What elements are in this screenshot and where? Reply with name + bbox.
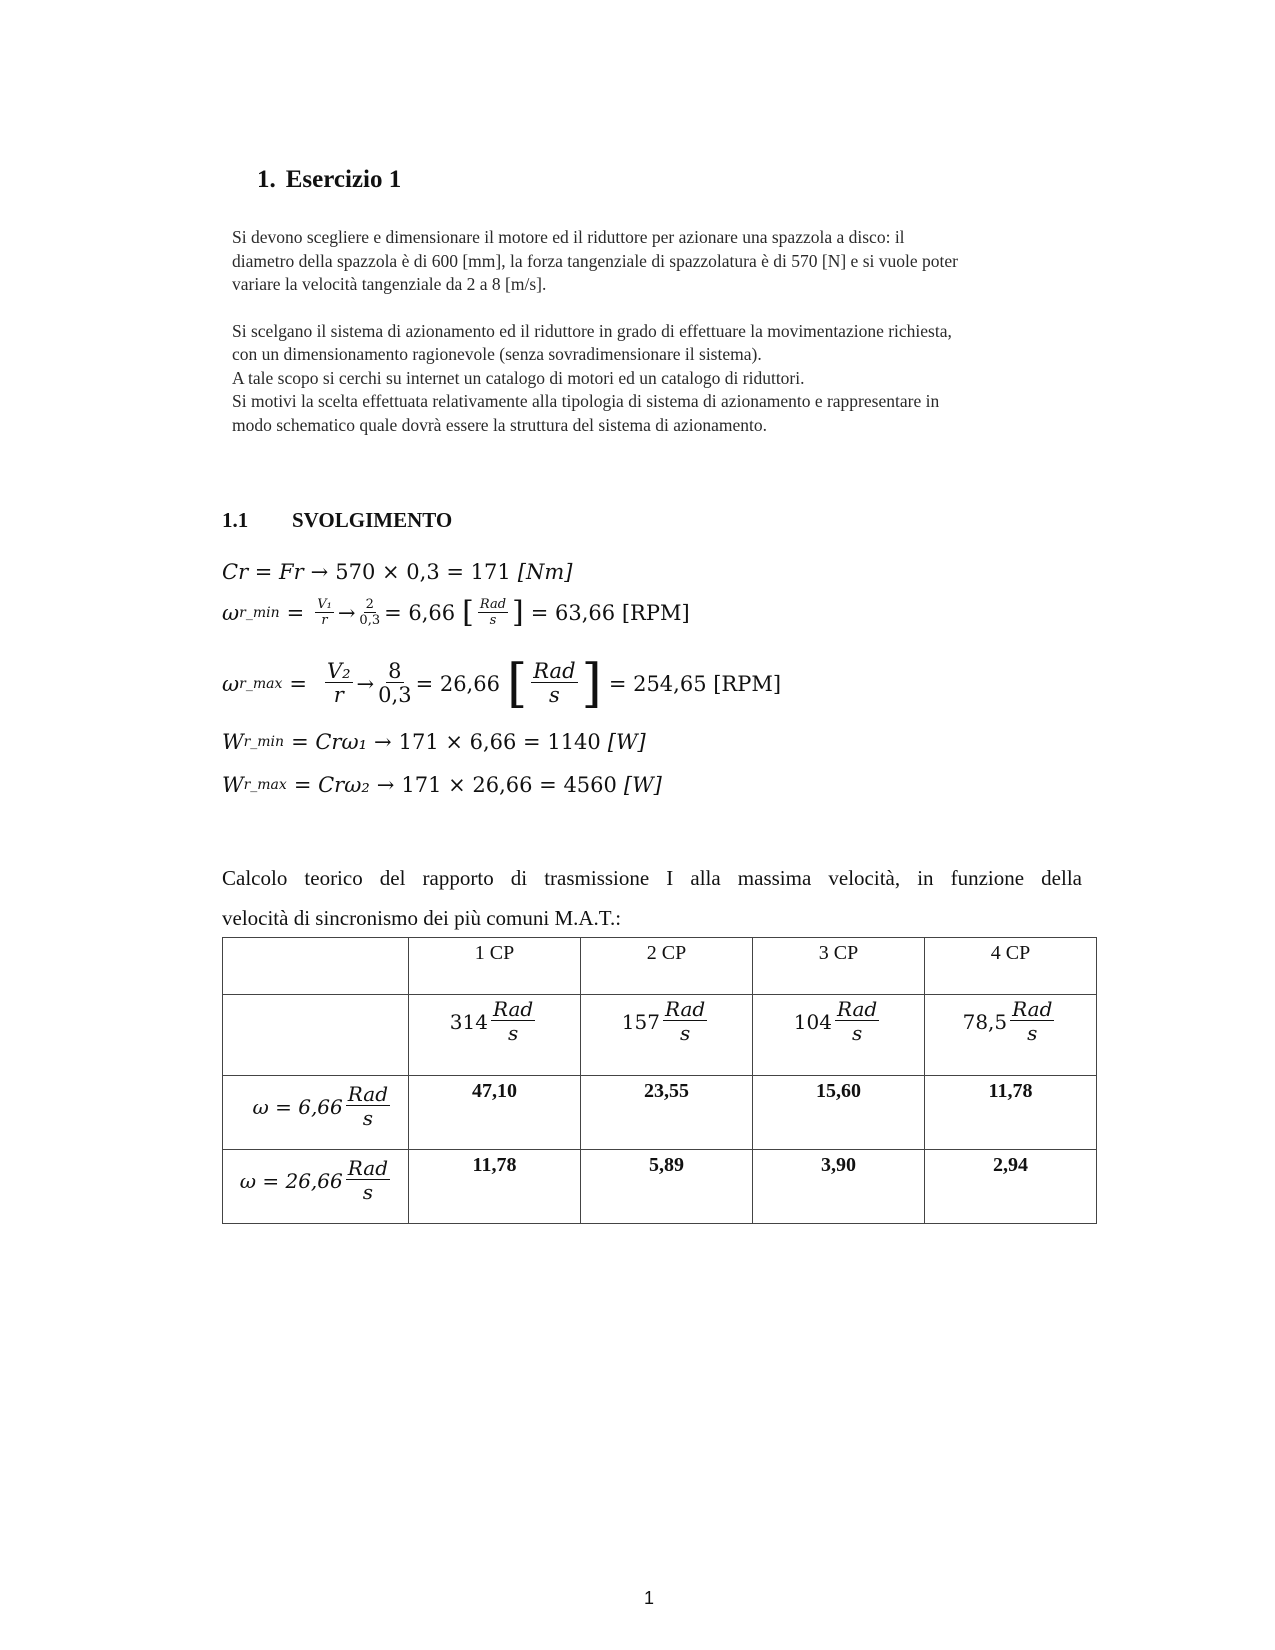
section-heading bbox=[222, 508, 452, 533]
sync-speed-cell bbox=[925, 995, 1097, 1076]
denominator: s bbox=[1027, 1021, 1038, 1045]
problem-line: Si scelgano il sistema di azionamento ed il riduttore in grado di effettuare la movimentazione richiesta, bbox=[232, 320, 952, 341]
bracket-open: [ bbox=[462, 595, 474, 630]
denominator: s bbox=[362, 1106, 373, 1130]
ratio-value: 11,78 bbox=[988, 1080, 1033, 1102]
denominator: r bbox=[321, 612, 328, 628]
empty-cell bbox=[223, 995, 409, 1076]
unit-fraction bbox=[478, 598, 508, 628]
bracket-open: [ bbox=[506, 654, 528, 714]
arrow: → bbox=[376, 773, 395, 797]
row-label-cell bbox=[223, 1150, 409, 1224]
paragraph-line-1: Calcolo teorico del rapporto di trasmissione I alla massima velocità, in funzione della bbox=[222, 866, 1082, 890]
problem-statement bbox=[232, 226, 1112, 460]
eq-unit: [Nm] bbox=[517, 560, 573, 584]
eq-result: = 6,66 bbox=[384, 601, 456, 625]
section-number: 1.1 bbox=[222, 508, 249, 532]
denominator: s bbox=[679, 1021, 691, 1045]
problem-line: con un dimensionamento ragionevole (senza sovradimensionare il sistema). bbox=[232, 344, 762, 364]
sync-speed-value: 104 bbox=[793, 1009, 832, 1034]
arrow: → bbox=[356, 672, 375, 696]
bracket-close: ] bbox=[512, 595, 524, 630]
arrow: → bbox=[373, 730, 392, 754]
ratio-cell bbox=[409, 1150, 581, 1224]
fraction-v1-over-r bbox=[315, 598, 334, 628]
eq-lhs: Cr = Fr bbox=[222, 560, 304, 584]
numerator: 2 bbox=[365, 597, 374, 613]
chapter-title: Esercizio 1 bbox=[285, 166, 402, 193]
transmission-ratio-paragraph bbox=[222, 858, 1082, 938]
denominator: s bbox=[489, 612, 497, 628]
denominator: s bbox=[548, 683, 560, 708]
equation-torque bbox=[222, 560, 572, 584]
chapter-heading bbox=[257, 166, 401, 194]
table-header-row bbox=[223, 938, 1097, 995]
eq-rpm: = 63,66 [RPM] bbox=[530, 601, 690, 625]
column-header: 4 CP bbox=[925, 938, 1097, 995]
ratio-cell bbox=[581, 1076, 753, 1150]
equation-power-max bbox=[222, 773, 662, 797]
paragraph-line-2: velocità di sincronismo dei più comuni M.A.T.: bbox=[222, 906, 622, 930]
row-label: ω = 26,66 bbox=[239, 1168, 343, 1193]
ratio-value: 5,89 bbox=[649, 1154, 684, 1176]
ratio-cell bbox=[409, 1076, 581, 1150]
equation-power-min bbox=[222, 730, 646, 754]
denominator: s bbox=[362, 1180, 373, 1204]
eq-result: = 26,66 bbox=[415, 672, 500, 696]
page-number: 1 bbox=[644, 1588, 655, 1608]
numerator: V₂ bbox=[326, 659, 351, 684]
bracket-close: ] bbox=[581, 654, 602, 714]
eq-calc: 171 × 26,66 = 4560 bbox=[401, 773, 617, 797]
table-row bbox=[223, 1150, 1097, 1224]
denominator: s bbox=[851, 1021, 863, 1045]
numerator: Rad bbox=[347, 1156, 388, 1180]
denominator: r bbox=[333, 683, 344, 708]
power-symbol: W bbox=[222, 773, 244, 797]
numerator: V₁ bbox=[317, 597, 332, 613]
ratio-cell bbox=[753, 1150, 925, 1224]
eq-rhs: = Crω₂ bbox=[293, 773, 370, 797]
omega-symbol: ω bbox=[222, 672, 240, 696]
eq-unit: [W] bbox=[607, 730, 646, 754]
sync-speed-cell bbox=[581, 995, 753, 1076]
power-symbol: W bbox=[222, 730, 244, 754]
numerator: Rad bbox=[1012, 997, 1053, 1021]
equation-omega-min bbox=[222, 595, 690, 630]
problem-line: Si devono scegliere e dimensionare il motore ed il riduttore per azionare una spazzola a disco: il bbox=[232, 227, 905, 247]
subscript: r_max bbox=[239, 676, 283, 692]
problem-line: variare la velocità tangenziale da 2 a 8 [m/s]. bbox=[232, 274, 547, 294]
table-corner-cell bbox=[223, 938, 409, 995]
numerator: 8 bbox=[388, 659, 402, 684]
fraction-v2-over-r bbox=[325, 660, 353, 707]
column-header: 3 CP bbox=[753, 938, 925, 995]
numerator: Rad bbox=[836, 997, 878, 1021]
problem-line: modo schematico quale dovrà essere la struttura del sistema di azionamento. bbox=[232, 414, 768, 435]
eq-rpm: = 254,65 [RPM] bbox=[608, 672, 782, 696]
equals: = bbox=[286, 601, 305, 625]
sync-speed-cell bbox=[753, 995, 925, 1076]
problem-line: diametro della spazzola è di 600 [mm], la forza tangenziale di spazzolatura è di 570 [N] e si vuole poter bbox=[232, 250, 958, 271]
row-label-cell bbox=[223, 1076, 409, 1150]
denominator: 0,3 bbox=[378, 683, 412, 708]
subscript: r_min bbox=[239, 605, 280, 621]
ratio-value: 15,60 bbox=[816, 1080, 861, 1102]
ratio-value: 11,78 bbox=[472, 1154, 517, 1176]
unit-fraction bbox=[531, 660, 577, 707]
problem-line: A tale scopo si cerchi su internet un catalogo di motori ed un catalogo di riduttori. bbox=[232, 367, 805, 388]
ratio-value: 23,55 bbox=[644, 1080, 689, 1102]
numerator: Rad bbox=[479, 597, 507, 613]
row-label: ω = 6,66 bbox=[252, 1094, 343, 1119]
numerator: Rad bbox=[533, 659, 576, 684]
ratio-value: 2,94 bbox=[993, 1154, 1028, 1176]
numerator: Rad bbox=[492, 997, 534, 1021]
subscript: r_min bbox=[243, 734, 285, 750]
problem-line: Si motivi la scelta effettuata relativamente alla tipologia di sistema di azionamento e rappresentare in bbox=[232, 391, 940, 411]
chapter-number: 1. bbox=[257, 166, 276, 193]
ratio-cell bbox=[581, 1150, 753, 1224]
denominator: s bbox=[507, 1021, 519, 1045]
denominator: 0,3 bbox=[359, 612, 381, 628]
sync-speed-cell bbox=[409, 995, 581, 1076]
eq-calc: 570 × 0,3 = 171 bbox=[335, 560, 511, 584]
arrow: → bbox=[310, 560, 329, 584]
ratio-cell bbox=[925, 1076, 1097, 1150]
column-header: 1 CP bbox=[409, 938, 581, 995]
problem-paragraph-1 bbox=[232, 226, 1112, 297]
numerator: Rad bbox=[347, 1082, 388, 1106]
eq-unit: [W] bbox=[623, 773, 662, 797]
ratio-cell bbox=[925, 1150, 1097, 1224]
ratio-cell bbox=[753, 1076, 925, 1150]
table-row bbox=[223, 1076, 1097, 1150]
transmission-ratio-table bbox=[222, 937, 1097, 1224]
problem-paragraph-2 bbox=[232, 320, 1112, 438]
sync-speed-value: 314 bbox=[449, 1009, 488, 1034]
fraction-8-over-0-3 bbox=[378, 660, 411, 707]
eq-calc: 171 × 6,66 = 1140 bbox=[398, 730, 601, 754]
ratio-value: 3,90 bbox=[821, 1154, 856, 1176]
equals: = bbox=[289, 672, 307, 696]
sync-speed-value: 157 bbox=[621, 1009, 660, 1034]
equation-omega-max bbox=[222, 654, 782, 714]
eq-rhs: = Crω₁ bbox=[291, 730, 367, 754]
fraction-2-over-0-3 bbox=[359, 598, 380, 628]
subscript: r_max bbox=[243, 777, 287, 793]
ratio-value: 47,10 bbox=[472, 1080, 517, 1102]
numerator: Rad bbox=[664, 997, 706, 1021]
sync-speed-value: 78,5 bbox=[962, 1009, 1008, 1034]
arrow: → bbox=[337, 601, 356, 625]
section-title: SVOLGIMENTO bbox=[292, 508, 453, 532]
sync-speed-row bbox=[223, 995, 1097, 1076]
omega-symbol: ω bbox=[222, 601, 240, 625]
column-header: 2 CP bbox=[581, 938, 753, 995]
